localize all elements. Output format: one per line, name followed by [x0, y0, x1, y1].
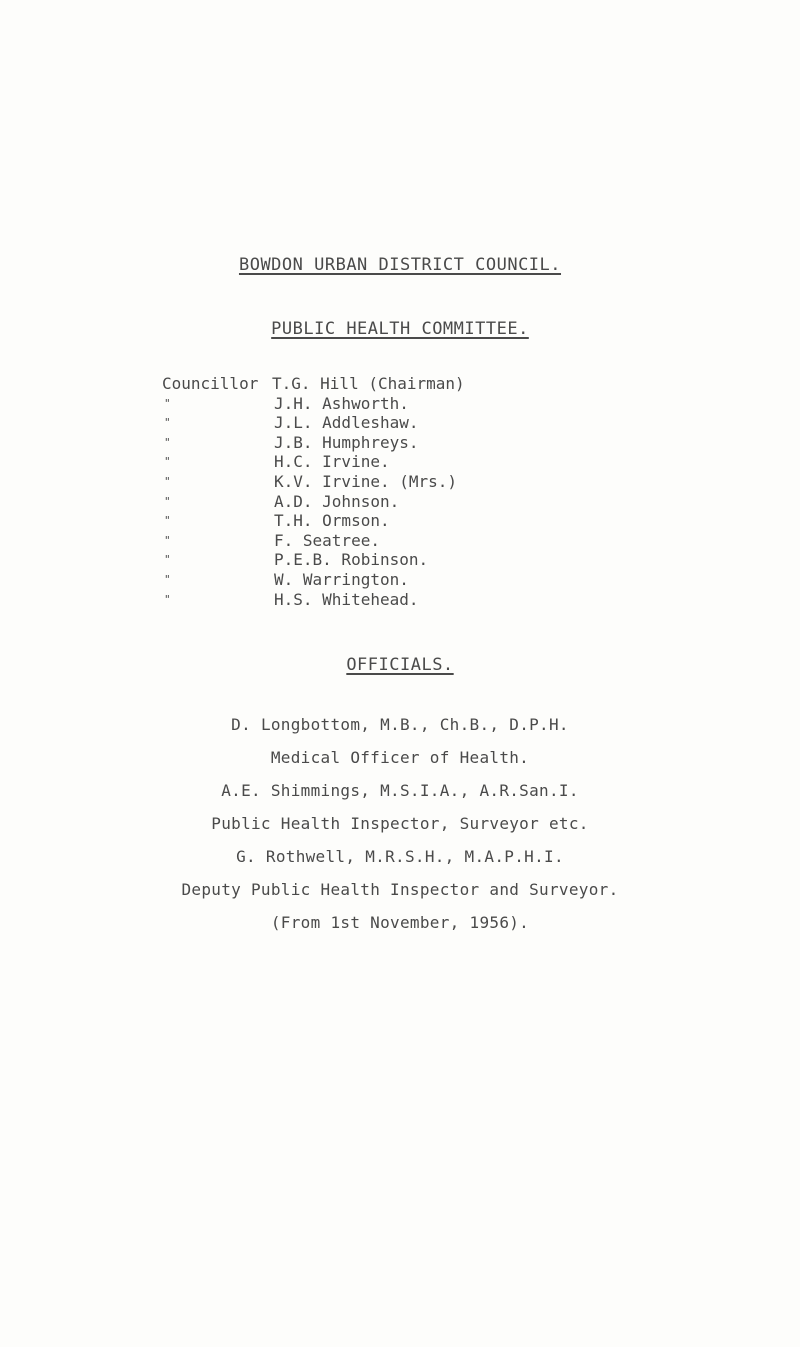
member-row: [162, 570, 465, 590]
member-row: [162, 413, 465, 433]
member-name: W. Warrington.: [274, 569, 409, 589]
member-name: A.D. Johnson.: [274, 491, 400, 511]
member-name: P.E.B. Robinson.: [274, 550, 429, 570]
member-role: Councillor: [162, 374, 259, 393]
member-row: [162, 472, 465, 492]
officials-heading: OFFICIALS.: [346, 655, 454, 675]
ditto-mark: ": [164, 572, 171, 586]
ditto-mark: ": [164, 416, 171, 430]
member-name: J.B. Humphreys.: [274, 432, 419, 452]
ditto-mark: ": [164, 514, 171, 528]
officials-list: [0, 708, 800, 939]
ditto-mark: ": [164, 494, 171, 508]
ditto-mark: ": [164, 435, 171, 449]
member-name: T.H. Ormson.: [274, 511, 390, 531]
member-row: [162, 374, 465, 394]
member-row: [162, 590, 465, 610]
member-name: H.C. Irvine.: [274, 452, 390, 472]
committee-title: PUBLIC HEALTH COMMITTEE.: [271, 319, 529, 339]
official-title: Medical Officer of Health.: [270, 748, 530, 767]
member-row: [162, 394, 465, 414]
member-row: [162, 550, 465, 570]
council-title: BOWDON URBAN DISTRICT COUNCIL.: [238, 255, 562, 275]
ditto-mark: ": [164, 553, 171, 567]
member-row: [162, 511, 465, 531]
official-name: A.E. Shimmings, M.S.I.A., A.R.San.I.: [221, 781, 579, 800]
ditto-mark: ": [164, 396, 171, 410]
member-name: J.H. Ashworth.: [274, 393, 409, 413]
member-name: J.L. Addleshaw.: [274, 413, 419, 433]
member-row: [162, 452, 465, 472]
member-row: [162, 433, 465, 453]
member-name: H.S. Whitehead.: [274, 589, 419, 609]
ditto-mark: ": [164, 455, 171, 469]
ditto-mark: ": [164, 592, 171, 606]
member-row: [162, 492, 465, 512]
official-date-note: (From 1st November, 1956).: [270, 913, 530, 932]
official-title: Public Health Inspector, Surveyor etc.: [211, 814, 589, 833]
official-name: G. Rothwell, M.R.S.H., M.A.P.H.I.: [236, 847, 564, 866]
member-row: [162, 531, 465, 551]
member-name: K.V. Irvine. (Mrs.): [274, 471, 458, 491]
official-name: D. Longbottom, M.B., Ch.B., D.P.H.: [231, 715, 569, 734]
member-name: T.G. Hill (Chairman): [272, 374, 465, 393]
committee-member-list: [162, 374, 465, 609]
ditto-mark: ": [164, 474, 171, 488]
official-title: Deputy Public Health Inspector and Surveyor.: [181, 880, 619, 899]
member-name: F. Seatree.: [274, 530, 380, 550]
ditto-mark: ": [164, 533, 171, 547]
